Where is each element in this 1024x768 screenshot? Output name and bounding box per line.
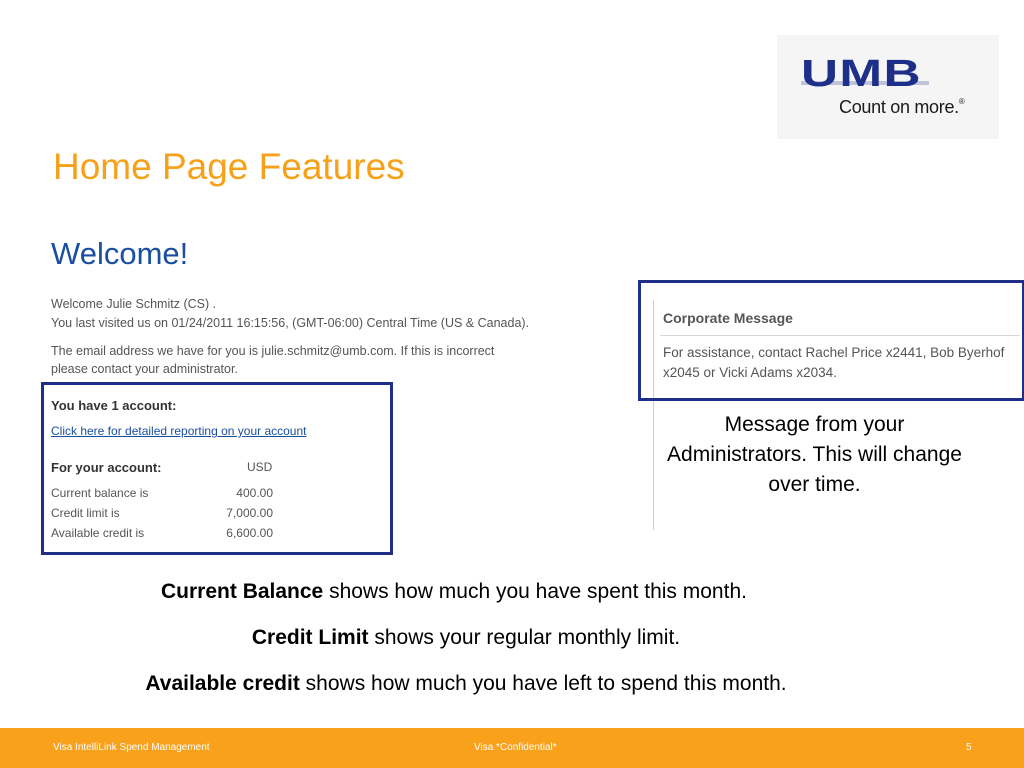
footer-product-name: Visa IntelliLink Spend Management <box>53 742 210 753</box>
credit-limit-label: Credit limit is <box>51 506 120 520</box>
account-summary-table <box>51 486 273 546</box>
detailed-reporting-link[interactable]: Click here for detailed reporting on your account <box>51 424 307 438</box>
page-number: 5 <box>966 742 972 753</box>
slide-footer <box>0 728 1024 768</box>
footer-confidential-label: Visa *Confidential* <box>474 742 557 753</box>
logo-tagline-text: Count on more. <box>839 97 959 117</box>
logo-underline <box>801 81 929 85</box>
available-credit-row <box>51 526 273 546</box>
for-your-account-heading: For your account: <box>51 460 162 475</box>
current-balance-value: 400.00 <box>236 486 273 500</box>
credit-limit-row <box>51 506 273 526</box>
credit-limit-description: shows your regular monthly limit. <box>368 626 681 649</box>
account-count-heading: You have 1 account: <box>51 398 177 413</box>
welcome-heading: Welcome! <box>51 236 189 271</box>
corporate-message-body: For assistance, contact Rachel Price x2441, Bob Byerhof x2045 or Vicki Adams x2034. <box>663 345 1005 380</box>
welcome-user-line: Welcome Julie Schmitz (CS) . <box>51 297 217 311</box>
corporate-message-title: Corporate Message <box>663 310 793 326</box>
available-credit-term: Available credit <box>145 672 300 695</box>
current-balance-label: Current balance is <box>51 486 149 500</box>
logo-tagline <box>839 97 964 118</box>
registered-mark: ® <box>958 97 965 106</box>
available-credit-description: shows how much you have left to spend this month. <box>299 672 787 695</box>
credit-limit-term: Credit Limit <box>251 626 369 649</box>
current-balance-term: Current Balance <box>161 580 324 603</box>
email-notice-line-2: please contact your administrator. <box>51 362 238 376</box>
slide-title: Home Page Features <box>53 146 405 187</box>
current-balance-row <box>51 486 273 506</box>
last-visit-line: You last visited us on 01/24/2011 16:15:56, (GMT-06:00) Central Time (US & Canada). <box>51 316 530 330</box>
corporate-message-separator <box>660 335 1020 336</box>
current-balance-description: shows how much you have spent this month. <box>323 580 747 603</box>
credit-limit-explanation <box>0 626 978 650</box>
administrator-message-note: Message from your Administrators. This will change over time. <box>667 413 962 496</box>
available-credit-explanation <box>0 672 978 696</box>
credit-limit-value: 7,000.00 <box>226 506 273 520</box>
currency-label: USD <box>247 460 273 474</box>
current-balance-explanation <box>0 580 966 604</box>
umb-logo <box>777 35 999 139</box>
email-notice-line: The email address we have for you is julie.schmitz@umb.com. If this is incorrect <box>51 344 495 358</box>
available-credit-value: 6,600.00 <box>226 526 273 540</box>
available-credit-label: Available credit is <box>51 526 145 540</box>
umb-wordmark: UMB <box>801 53 922 95</box>
